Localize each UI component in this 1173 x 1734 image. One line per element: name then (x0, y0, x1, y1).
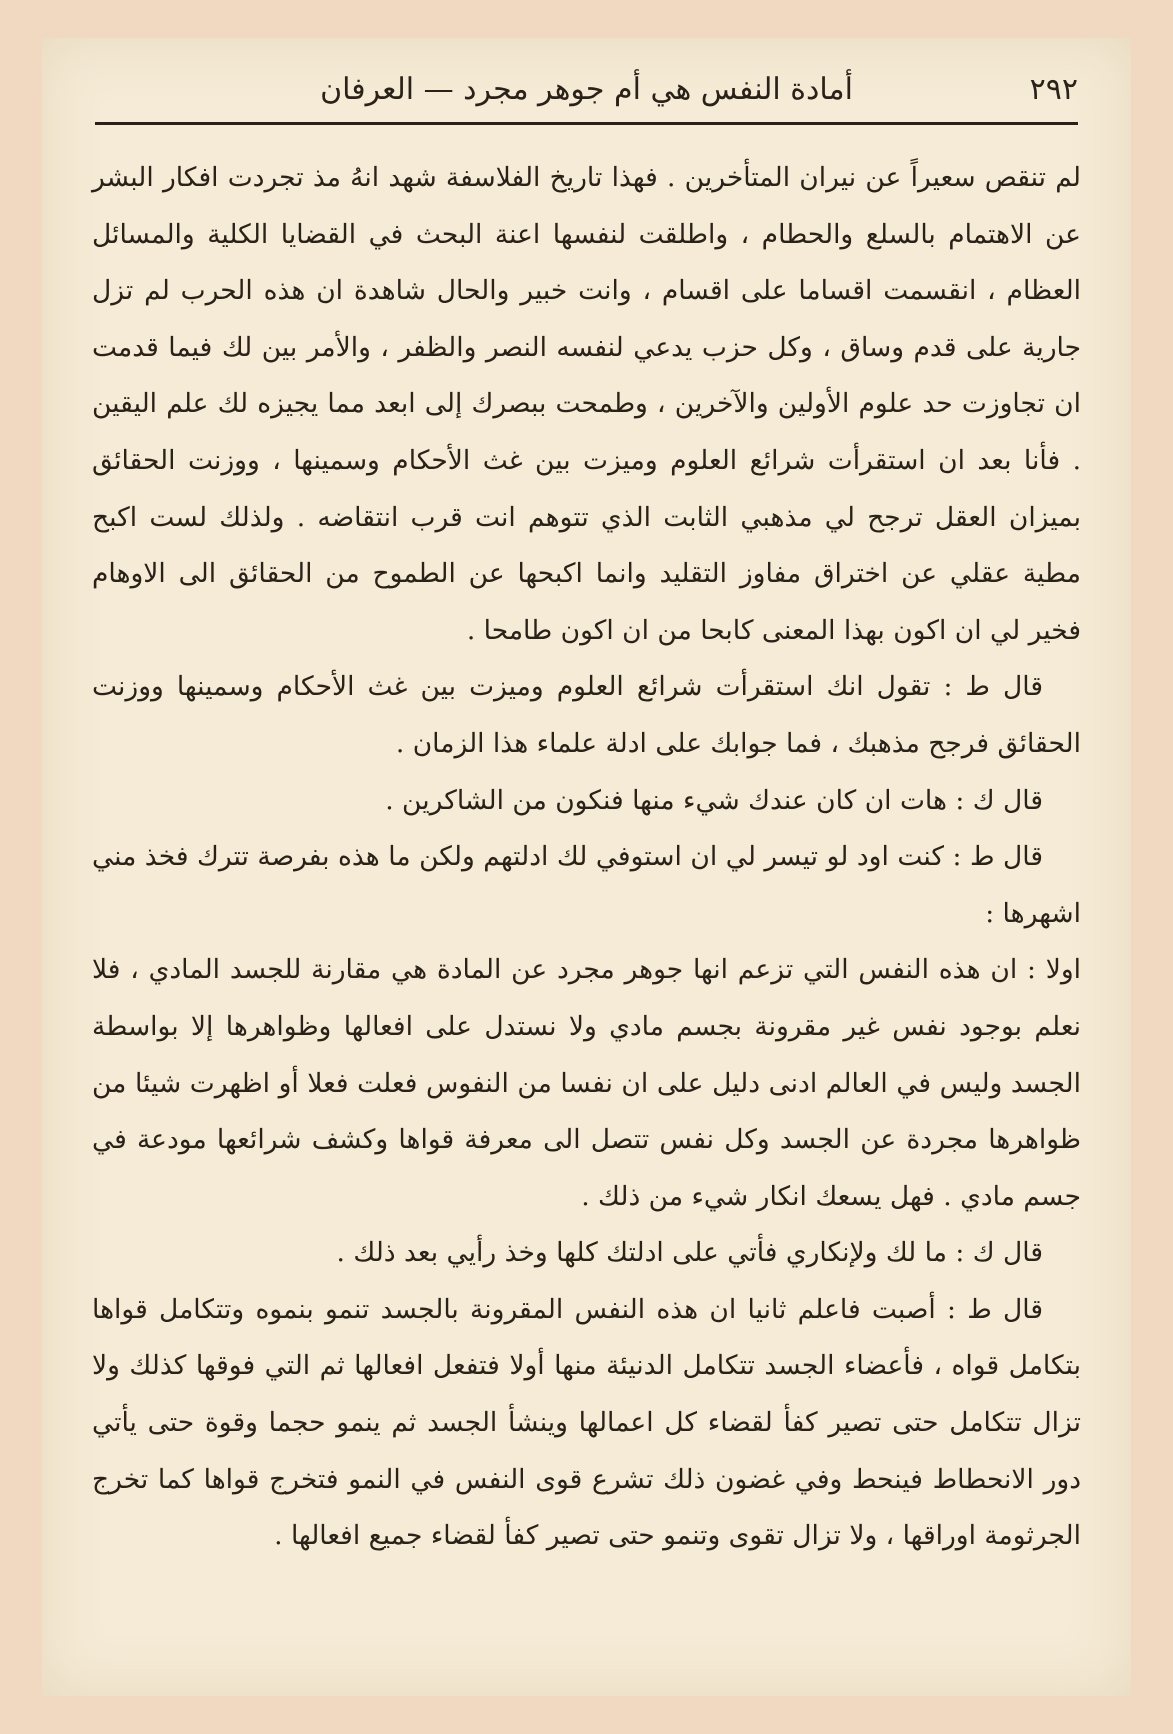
body-text (92, 150, 1081, 1565)
page-number: ٢٩٢ (1029, 72, 1078, 107)
paragraph-argument-second: قال ط : أصبت فاعلم ثانيا ان هذه النفس المقرونة بالجسد تنمو بنموه وتتكامل قواها بتكامل قواه ، فأعضاء الجسد تتكامل الدنيئة منها أولا فتفعل افعالها ثم التي فوقها كذلك ولا تزال تتكامل حتى تصير كفأ لقضاء كل اعمالها وينشأ الجسد ثم ينمو حجما وقوة حتى يأتي دور الانحطاط فينحط وفي غضون ذلك تشرع قوى النفس في النمو فتخرج قواها كما تخرج الجرثومة اوراقها ، ولا تزال تقوى وتنمو حتى تصير كفأ لقضاء جميع افعالها . (92, 1293, 1081, 1552)
running-title: أمادة النفس هي أم جوهر مجرد — العرفان (320, 72, 853, 107)
paragraph-dialogue: قال ط : كنت اود لو تيسر لي ان استوفي لك ادلتهم ولكن ما هذه بفرصة تترك فخذ مني اشهرها : (92, 841, 1081, 929)
paragraph-dialogue: قال ط : تقول انك استقرأت شرائع العلوم وميزت بين غث الأحكام وسمينها ووزنت الحقائق فرجح مذهبك ، فما جوابك على ادلة علماء هذا الزمان . (92, 671, 1081, 759)
paragraph-dialogue: قال ك : هات ان كان عندك شيء منها فنكون من الشاكرين . (385, 784, 1043, 816)
paragraph-dialogue: قال ك : ما لك ولإنكاري فأتي على ادلتك كلها وخذ رأيي بعد ذلك . (336, 1237, 1043, 1269)
page-header (95, 60, 1078, 125)
paragraph-continuation: لم تنقص سعيراً عن نيران المتأخرين . فهذا تاريخ الفلاسفة شهد انهُ مذ تجردت افكار البشر عن الاهتمام بالسلع والحطام ، واطلقت لنفسها اعنة البحث في القضايا الكلية والمسائل العظام ، انقسمت اقساما على اقسام ، وانت خبير والحال شاهدة ان هذه الحرب لم تزل جارية على قدم وساق ، وكل حزب يدعي لنفسه النصر والظفر ، والأمر بين لك فيما قدمت ان تجاوزت حد علوم الأولين والآخرين ، وطمحت ببصرك إلى ابعد مما يجيزه لك علم اليقين . فأنا بعد ان استقرأت شرائع العلوم وميزت بين غث الأحكام وسمينها ، ووزنت الحقائق بميزان العقل ترجح لي مذهبي الثابت الذي تتوهم انت قرب انتقاضه . ولذلك لست اكبح مطية عقلي عن اختراق مفاوز التقليد وانما اكبحها عن الطموح من الحقائق الى الاوهام فخير لي ان اكون بهذا المعنى كابحا من ان اكون طامحا . (92, 162, 1081, 646)
paragraph-argument-first: اولا : ان هذه النفس التي تزعم انها جوهر مجرد عن المادة هي مقارنة للجسد المادي ، فلا نعلم بوجود نفس غير مقرونة بجسم مادي ولا نستدل على افعالها وظواهرها إلا بواسطة الجسد وليس في العالم ادنى دليل على ان نفسا من النفوس فعلت فعلا أو اظهرت شيئا من ظواهرها مجردة عن الجسد وكل نفس تتصل الى معرفة قواها وكشف شرائعها مودعة في جسم مادي . فهل يسعك انكار شيء من ذلك . (92, 954, 1081, 1212)
